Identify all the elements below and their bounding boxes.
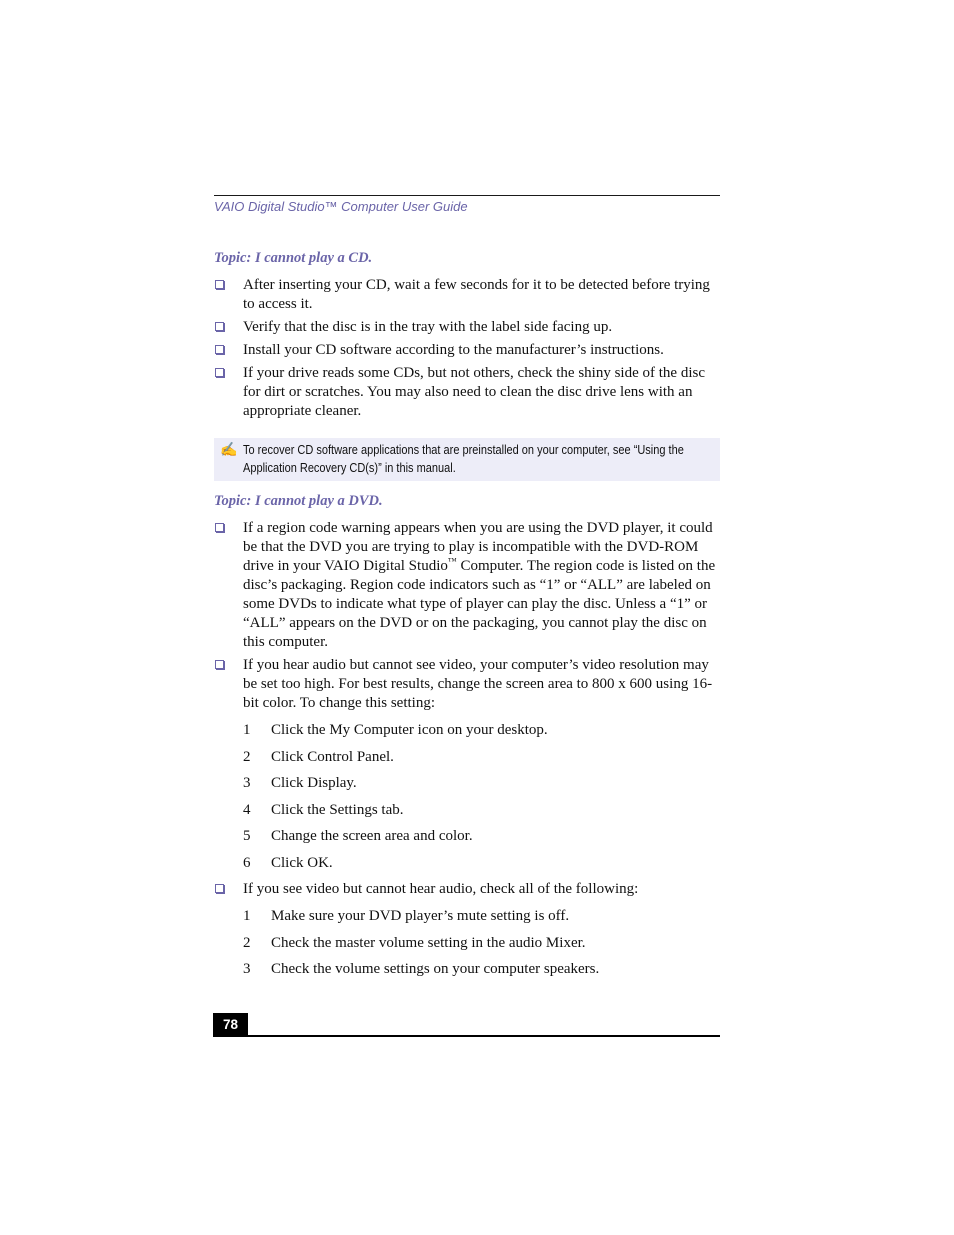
step-number: 3 — [243, 961, 251, 977]
checkbox-bullet-icon — [215, 368, 224, 377]
note-box — [214, 438, 720, 481]
list-item — [214, 519, 720, 652]
step-text: Check the volume settings on your computer speakers. — [271, 961, 600, 977]
page-content — [214, 195, 720, 987]
step-text: Click OK. — [271, 854, 333, 871]
topic-heading-cd: Topic: I cannot play a CD. — [214, 250, 373, 266]
header-rule — [214, 195, 720, 196]
running-head: VAIO Digital Studio™ Computer User Guide — [214, 199, 468, 214]
bullet-text: If you hear audio but cannot see video, your computer’s video resolution may be set too high. For best results, change the screen area to 800 x 600 using 16-bit color. To change this setting: — [243, 657, 713, 711]
checkbox-bullet-icon — [215, 523, 224, 532]
page-footer — [213, 1013, 720, 1037]
page-number: 78 — [213, 1013, 248, 1037]
step-text: Click the My Computer icon on your desktop. — [271, 722, 548, 738]
step-item — [243, 934, 720, 953]
list-item — [214, 341, 720, 360]
step-number: 2 — [243, 748, 251, 765]
step-number: 4 — [243, 801, 251, 818]
bullet-text: If your drive reads some CDs, but not others, check the shiny side of the disc for dirt or scratches. You may also need to clean the disc drive lens with an appropriate cleaner. — [243, 365, 705, 419]
step-number: 1 — [243, 722, 251, 738]
checkbox-bullet-icon — [215, 660, 224, 669]
topic-heading-dvd: Topic: I cannot play a DVD. — [214, 493, 383, 509]
step-item — [243, 907, 720, 926]
step-text: Click the Settings tab. — [271, 801, 404, 818]
step-text: Click Control Panel. — [271, 748, 394, 765]
video-steps-list — [243, 721, 720, 873]
checkbox-bullet-icon — [215, 322, 224, 331]
step-text: Change the screen area and color. — [271, 828, 473, 844]
step-number: 6 — [243, 854, 251, 871]
cd-bullet-list — [214, 276, 720, 421]
audio-steps-list — [243, 907, 720, 979]
bullet-text-continued: Computer. The region code is listed on the disc’s packaging. Region code indicators such as “1” or “ALL” are labeled on some DVDs to indicate what type of player can play the disc. Unless a “1” or “ALL” appears on the DVD or on the packaging, you cannot play the disc on this computer. — [243, 558, 716, 650]
step-number: 1 — [243, 908, 251, 924]
list-item — [214, 364, 720, 421]
bullet-text: If a region code warning appears when you are using the DVD player, it could be that the DVD you are trying to play is incompatible with the DVD-ROM drive in your VAIO Digital Studio — [243, 520, 713, 574]
bullet-text: Verify that the disc is in the tray with the label side facing up. — [243, 319, 613, 335]
step-item — [243, 854, 720, 873]
checkbox-bullet-icon — [215, 280, 224, 289]
step-item — [243, 774, 720, 793]
list-item — [214, 318, 720, 337]
trademark-symbol: ™ — [447, 556, 457, 566]
bullet-text: If you see video but cannot hear audio, check all of the following: — [243, 881, 639, 897]
dvd-bullet-list — [214, 519, 720, 979]
checkbox-bullet-icon — [215, 345, 224, 354]
list-item — [214, 656, 720, 873]
step-number: 2 — [243, 934, 251, 951]
footer-rule — [213, 1035, 720, 1037]
step-item — [243, 827, 720, 846]
checkbox-bullet-icon — [215, 884, 224, 893]
step-item — [243, 801, 720, 820]
bullet-text: Install your CD software according to the manufacturer’s instructions. — [243, 342, 664, 358]
step-text: Make sure your DVD player’s mute setting is off. — [271, 908, 570, 924]
step-item — [243, 960, 720, 979]
bullet-text: After inserting your CD, wait a few seconds for it to be detected before trying to access it. — [243, 277, 710, 312]
step-number: 3 — [243, 775, 251, 791]
step-number: 5 — [243, 828, 251, 844]
step-text: Click Display. — [271, 775, 357, 791]
note-text: To recover CD software applications that are preinstalled on your computer, see “Using the Application Recovery CD(s)” in this manual. — [243, 443, 684, 475]
step-item — [243, 748, 720, 767]
list-item — [214, 276, 720, 314]
pen-note-icon: ✍ — [220, 441, 238, 457]
list-item — [214, 880, 720, 979]
step-item — [243, 721, 720, 740]
step-text: Check the master volume setting in the audio Mixer. — [271, 934, 586, 951]
